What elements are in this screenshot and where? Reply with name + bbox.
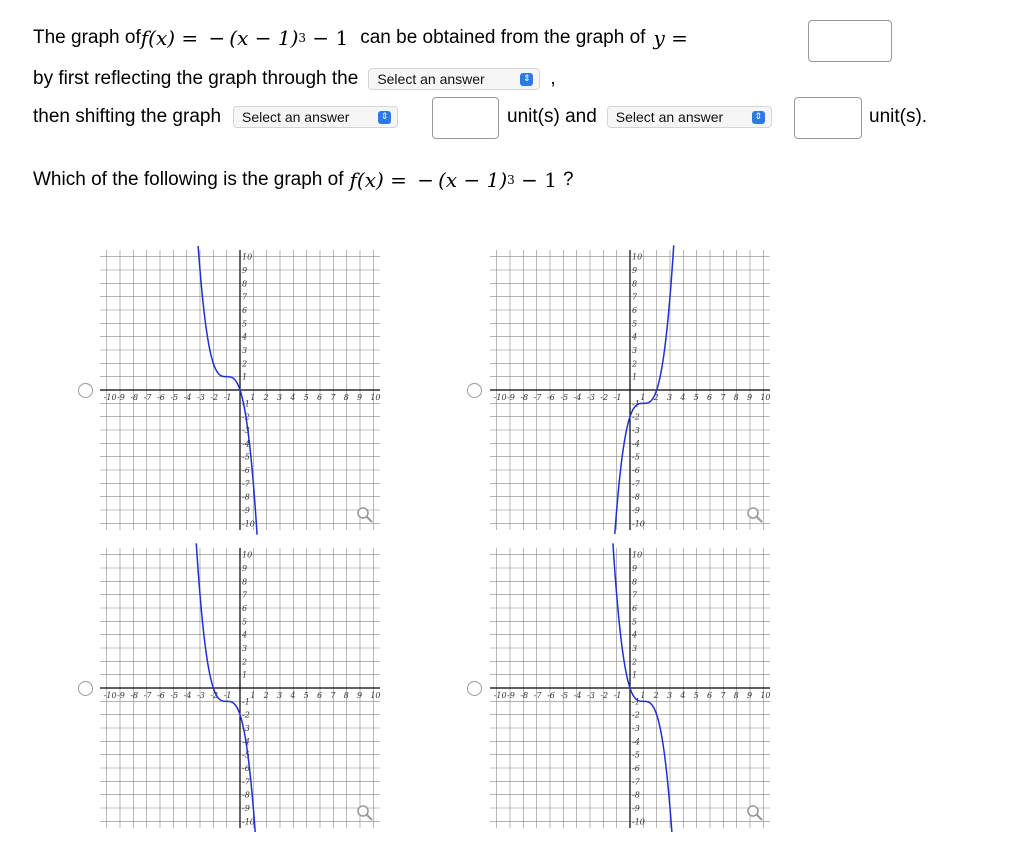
x-tick-label: -2 [210, 393, 219, 402]
x-tick-label: 10 [760, 393, 771, 402]
y-tick-label: -8 [632, 492, 640, 502]
y-tick-label: 10 [242, 252, 253, 262]
x-tick-label: 8 [733, 393, 739, 402]
y-tick-label: 9 [632, 266, 638, 275]
line4-prefix: Which of the following is the graph of [33, 169, 344, 190]
x-tick-label: -6 [157, 691, 165, 700]
y-tick-label: 3 [242, 644, 248, 653]
y-tick-label: 9 [242, 266, 248, 275]
x-tick-label: 2 [263, 691, 269, 700]
x-tick-label: -2 [210, 691, 219, 700]
x-tick-label: 3 [277, 691, 283, 700]
x-tick-label: -9 [507, 393, 515, 402]
x-tick-label: 2 [263, 393, 269, 402]
line4-qmark: ? [563, 169, 574, 190]
x-tick-label: 5 [693, 691, 699, 700]
question-line-1 [33, 26, 688, 50]
line2-text: by first reflecting the graph through the [33, 68, 359, 89]
x-tick-label: -4 [573, 393, 582, 402]
x-tick-label: -10 [103, 691, 117, 700]
x-tick-label: -3 [197, 691, 205, 700]
y-tick-label: -1 [242, 697, 250, 707]
y-tick-label: 5 [242, 319, 248, 329]
x-tick-label: 1 [640, 393, 646, 402]
y-tick-label: -2 [632, 412, 640, 422]
x-tick-label: 7 [330, 691, 336, 700]
x-tick-label: -2 [600, 393, 609, 402]
x-tick-label: 10 [760, 691, 771, 700]
x-tick-label: 7 [720, 691, 726, 700]
x-tick-label: 7 [330, 393, 336, 402]
line1-eq: = [175, 26, 205, 50]
line1-func-x: (x) [148, 26, 176, 50]
x-tick-label: 4 [680, 393, 686, 402]
x-tick-label: -9 [117, 691, 125, 700]
line3-end-text: unit(s). [869, 106, 928, 127]
shift-select-2-label: Select an answer [615, 109, 724, 125]
y-tick-label: -4 [632, 439, 640, 449]
line1-tail: − 1 [306, 26, 349, 50]
y-tick-label: 8 [242, 577, 248, 587]
y-tick-label: 6 [632, 604, 638, 613]
x-tick-label: -6 [547, 393, 555, 402]
x-tick-label: 4 [290, 691, 296, 700]
y-tick-label: -6 [242, 764, 250, 773]
y-tick-label: 8 [242, 279, 248, 289]
option-a-graph [95, 245, 385, 535]
y-tick-label: 7 [632, 292, 638, 302]
y-tick-label: -7 [242, 479, 250, 489]
y-tick-label: 9 [242, 564, 248, 573]
y-tick-label: 6 [632, 306, 638, 315]
y-tick-label: -8 [242, 492, 250, 502]
x-tick-label: -6 [547, 691, 555, 700]
shift-units-input-1[interactable] [432, 97, 499, 139]
y-tick-label: -10 [632, 519, 645, 529]
x-tick-label: 9 [747, 691, 753, 700]
x-tick-label: 2 [653, 691, 659, 700]
x-tick-label: -7 [533, 393, 542, 402]
line1-func-f: f [140, 26, 149, 50]
question-line-4 [33, 168, 574, 192]
question-line-3-end [869, 106, 927, 128]
line3-mid-text: unit(s) and [507, 106, 597, 127]
chevron-updown-icon: ⇕ [752, 111, 765, 124]
x-tick-label: -5 [170, 691, 179, 700]
y-tick-label: -2 [242, 412, 250, 422]
x-tick-label: 5 [303, 691, 309, 700]
x-tick-label: 6 [707, 393, 713, 402]
x-tick-label: -10 [493, 691, 507, 700]
y-tick-label: -3 [632, 426, 640, 435]
y-tick-label: -10 [242, 817, 255, 827]
y-tick-label: 7 [242, 292, 248, 302]
y-tick-label: -4 [632, 737, 640, 747]
question-line-2 [33, 68, 556, 90]
line4-eq: = [383, 168, 414, 192]
y-tick-label: -5 [242, 750, 250, 760]
option-a-radio[interactable] [78, 383, 93, 398]
x-tick-label: -4 [183, 393, 192, 402]
x-tick-label: -9 [117, 393, 125, 402]
x-tick-label: -3 [197, 393, 205, 402]
y-tick-label: -3 [242, 724, 250, 733]
x-tick-label: 4 [680, 691, 686, 700]
y-tick-label: -9 [632, 506, 640, 515]
y-tick-label: 3 [632, 644, 638, 653]
reflection-select-label: Select an answer [377, 71, 485, 87]
x-tick-label: -4 [573, 691, 582, 700]
y-tick-label: 4 [242, 630, 248, 640]
y-tick-label: -1 [632, 697, 640, 707]
y-tick-label: -10 [242, 519, 255, 529]
y-tick-label: -3 [242, 426, 250, 435]
y-tick-label: 1 [242, 670, 248, 680]
option-c-radio[interactable] [78, 681, 93, 696]
x-tick-label: -8 [520, 393, 529, 402]
x-tick-label: -10 [493, 393, 507, 402]
line4-paren: (x − 1) [438, 168, 508, 192]
x-tick-label: -7 [143, 393, 152, 402]
x-tick-label: 5 [303, 393, 309, 402]
y-tick-label: -6 [632, 466, 640, 475]
x-tick-label: -8 [520, 691, 529, 700]
x-tick-label: 9 [357, 393, 363, 402]
y-tick-label: 4 [242, 332, 248, 342]
x-tick-label: 1 [640, 691, 646, 700]
x-tick-label: -9 [507, 691, 515, 700]
y-tick-label: 2 [632, 359, 638, 369]
base-function-input[interactable] [808, 20, 892, 62]
x-tick-label: 8 [733, 691, 739, 700]
y-tick-label: 5 [242, 617, 248, 627]
x-tick-label: -3 [587, 393, 595, 402]
x-tick-label: -3 [587, 691, 595, 700]
y-tick-label: -7 [632, 777, 640, 787]
x-tick-label: -5 [560, 393, 569, 402]
y-tick-label: 7 [242, 590, 248, 600]
shift-direction-select-2[interactable] [607, 106, 772, 128]
option-b-graph [485, 245, 775, 535]
option-b-radio[interactable] [467, 383, 482, 398]
x-tick-label: -5 [170, 393, 179, 402]
x-tick-label: 1 [250, 691, 256, 700]
y-tick-label: 2 [242, 359, 248, 369]
y-tick-label: -5 [632, 452, 640, 462]
shift-select-1-label: Select an answer [242, 109, 350, 125]
y-tick-label: 5 [632, 319, 638, 329]
x-tick-label: 9 [357, 691, 363, 700]
line1-exp: 3 [298, 31, 307, 45]
y-tick-label: 1 [632, 670, 638, 680]
x-tick-label: -1 [613, 691, 622, 700]
x-tick-label: 4 [290, 393, 296, 402]
y-tick-label: -1 [632, 399, 640, 409]
y-tick-label: 9 [632, 564, 638, 573]
line1-prefix: The graph of [33, 27, 141, 48]
y-tick-label: -7 [242, 777, 250, 787]
y-tick-label: -10 [632, 817, 645, 827]
line4-minus: − [417, 168, 435, 192]
line4-exp: 3 [507, 173, 515, 187]
x-tick-label: -1 [613, 393, 622, 402]
x-tick-label: 8 [343, 393, 349, 402]
x-tick-label: -4 [183, 691, 192, 700]
x-tick-label: 6 [317, 691, 323, 700]
y-tick-label: -8 [242, 790, 250, 800]
y-tick-label: 4 [632, 630, 638, 640]
x-tick-label: 6 [707, 691, 713, 700]
question-line-3-middle [507, 106, 772, 128]
y-tick-label: 10 [242, 550, 253, 560]
x-tick-label: 6 [317, 393, 323, 402]
y-tick-label: 6 [242, 306, 248, 315]
x-tick-label: 9 [747, 393, 753, 402]
y-tick-label: -9 [242, 804, 250, 813]
x-tick-label: -6 [157, 393, 165, 402]
y-tick-label: 1 [632, 372, 638, 382]
x-tick-label: 3 [667, 691, 673, 700]
y-tick-label: 5 [632, 617, 638, 627]
x-tick-label: -1 [223, 393, 232, 402]
line2-comma: , [550, 68, 556, 89]
shift-units-input-2[interactable] [794, 97, 862, 139]
y-tick-label: -4 [242, 737, 250, 747]
y-tick-label: -6 [632, 764, 640, 773]
x-tick-label: -1 [223, 691, 232, 700]
y-tick-label: -7 [632, 479, 640, 489]
x-tick-label: -10 [103, 393, 117, 402]
x-tick-label: 8 [343, 691, 349, 700]
y-tick-label: -3 [632, 724, 640, 733]
x-tick-label: 10 [370, 691, 381, 700]
line1-minus: − [208, 26, 226, 50]
y-tick-label: -2 [632, 710, 640, 720]
x-tick-label: 3 [277, 393, 283, 402]
question-line-3 [33, 106, 398, 128]
chevron-updown-icon: ⇕ [378, 111, 391, 124]
x-tick-label: -7 [533, 691, 542, 700]
x-tick-label: 7 [720, 393, 726, 402]
x-tick-label: -8 [130, 393, 139, 402]
x-tick-label: 2 [653, 393, 659, 402]
x-tick-label: -7 [143, 691, 152, 700]
y-tick-label: 8 [632, 577, 638, 587]
y-tick-label: 4 [632, 332, 638, 342]
x-tick-label: -5 [560, 691, 569, 700]
line1-y-eq: y = [653, 26, 688, 50]
y-tick-label: -5 [242, 452, 250, 462]
reflection-select[interactable] [368, 68, 540, 90]
x-tick-label: -2 [600, 691, 609, 700]
x-tick-label: 10 [370, 393, 381, 402]
x-tick-label: -8 [130, 691, 139, 700]
y-tick-label: -4 [242, 439, 250, 449]
y-tick-label: -8 [632, 790, 640, 800]
y-tick-label: 10 [632, 252, 643, 262]
option-c-graph [95, 543, 385, 833]
y-tick-label: -9 [632, 804, 640, 813]
chevron-updown-icon: ⇕ [520, 73, 533, 86]
x-tick-label: 3 [667, 393, 673, 402]
y-tick-label: 8 [632, 279, 638, 289]
x-tick-label: 1 [250, 393, 256, 402]
y-tick-label: -1 [242, 399, 250, 409]
y-tick-label: 2 [242, 657, 248, 667]
y-tick-label: 3 [242, 346, 248, 355]
option-d-radio[interactable] [467, 681, 482, 696]
y-tick-label: -5 [632, 750, 640, 760]
y-tick-label: 1 [242, 372, 248, 382]
shift-direction-select-1[interactable] [233, 106, 398, 128]
line4-tail: − 1 [514, 168, 557, 192]
y-tick-label: -9 [242, 506, 250, 515]
line4-func-x: (x) [356, 168, 384, 192]
line1-middle: can be obtained from the graph of [360, 27, 646, 48]
option-d-graph [485, 543, 775, 833]
x-tick-label: 5 [693, 393, 699, 402]
y-tick-label: 10 [632, 550, 643, 560]
y-tick-label: 7 [632, 590, 638, 600]
y-tick-label: -6 [242, 466, 250, 475]
line1-paren: (x − 1) [229, 26, 299, 50]
line3-text: then shifting the graph [33, 106, 222, 127]
line4-func-f: f [349, 168, 357, 192]
y-tick-label: 6 [242, 604, 248, 613]
y-tick-label: 3 [632, 346, 638, 355]
y-tick-label: -2 [242, 710, 250, 720]
y-tick-label: 2 [632, 657, 638, 667]
